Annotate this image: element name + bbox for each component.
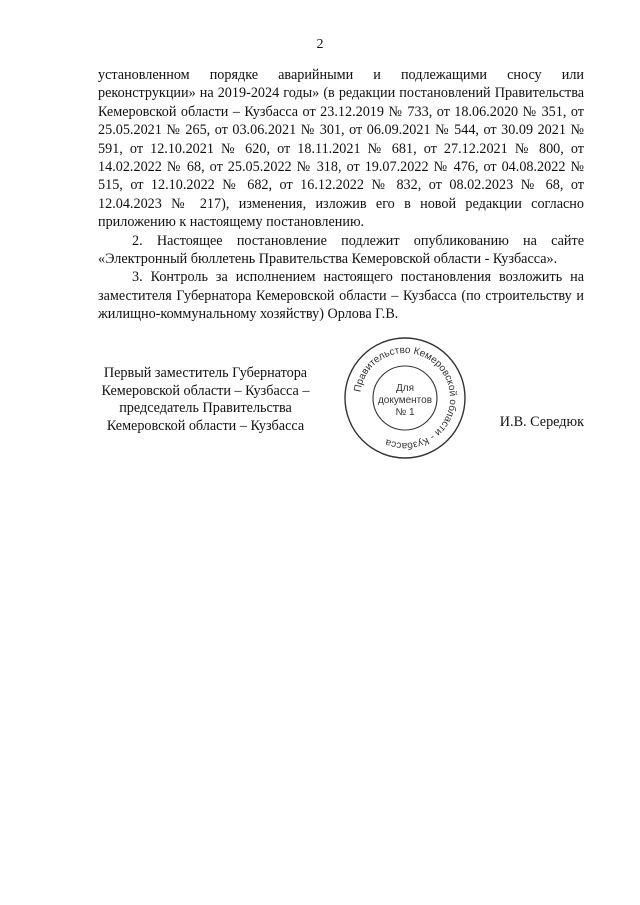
signatory-title-line: председатель Правительства	[119, 400, 292, 416]
stamp-center-line: документов	[377, 395, 433, 406]
paragraph-control: 3. Контроль за исполнением настоящего постановления возложить на заместителя Губернатора Кемеровской области – Кузбасса (по строительству и жилищно-коммунальному хозяйству) Орлова Г.В.	[98, 269, 584, 323]
signatory-title	[98, 365, 313, 435]
official-seal-stamp	[340, 333, 470, 463]
stamp-center-line: № 1	[395, 407, 415, 418]
paragraph-continuation: установленном порядке аварийными и подлежащими сносу или реконструкции» на 2019-2024 годы» (в редакции постановлений Правительства Кемеровской области – Кузбасса от 23.12.2019 № 733, от 18.06.2020 № 351, от 25.05.2021 № 265, от 03.06.2021 № 301, от 06.09.2021 № 544, от 30.09 2021 № 591, от 12.10.2021 № 620, от 18.11.2021 № 681, от 27.12.2021 № 800, от 14.02.2022 № 68, от 25.05.2022 № 318, от 19.07.2022 № 476, от 04.08.2022 № 515, от 12.10.2022 № 682, от 16.12.2022 № 832, от 08.02.2023 № 68, от 12.04.2023 № 217), изменения, изложив его в новой редакции согласно приложению к настоящему постановлению.	[98, 67, 584, 231]
signatory-title-line: Кемеровской области – Кузбасса –	[101, 382, 310, 399]
stamp-center-line: Для	[395, 383, 415, 394]
document-body	[98, 66, 584, 324]
page-number: 2	[316, 37, 324, 52]
paragraph-publication: 2. Настоящее постановление подлежит опубликованию на сайте «Электронный бюллетень Правительства Кемеровской области - Кузбасса».	[98, 232, 584, 268]
signatory-name: И.В. Середюк	[499, 414, 584, 430]
stamp-ring-text: Правительство Кемеровской области - Кузбасса	[352, 344, 459, 452]
signatory-title-line: Кемеровской области – Кузбасса	[106, 417, 305, 434]
signatory-title-line: Первый заместитель Губернатора	[103, 365, 308, 381]
